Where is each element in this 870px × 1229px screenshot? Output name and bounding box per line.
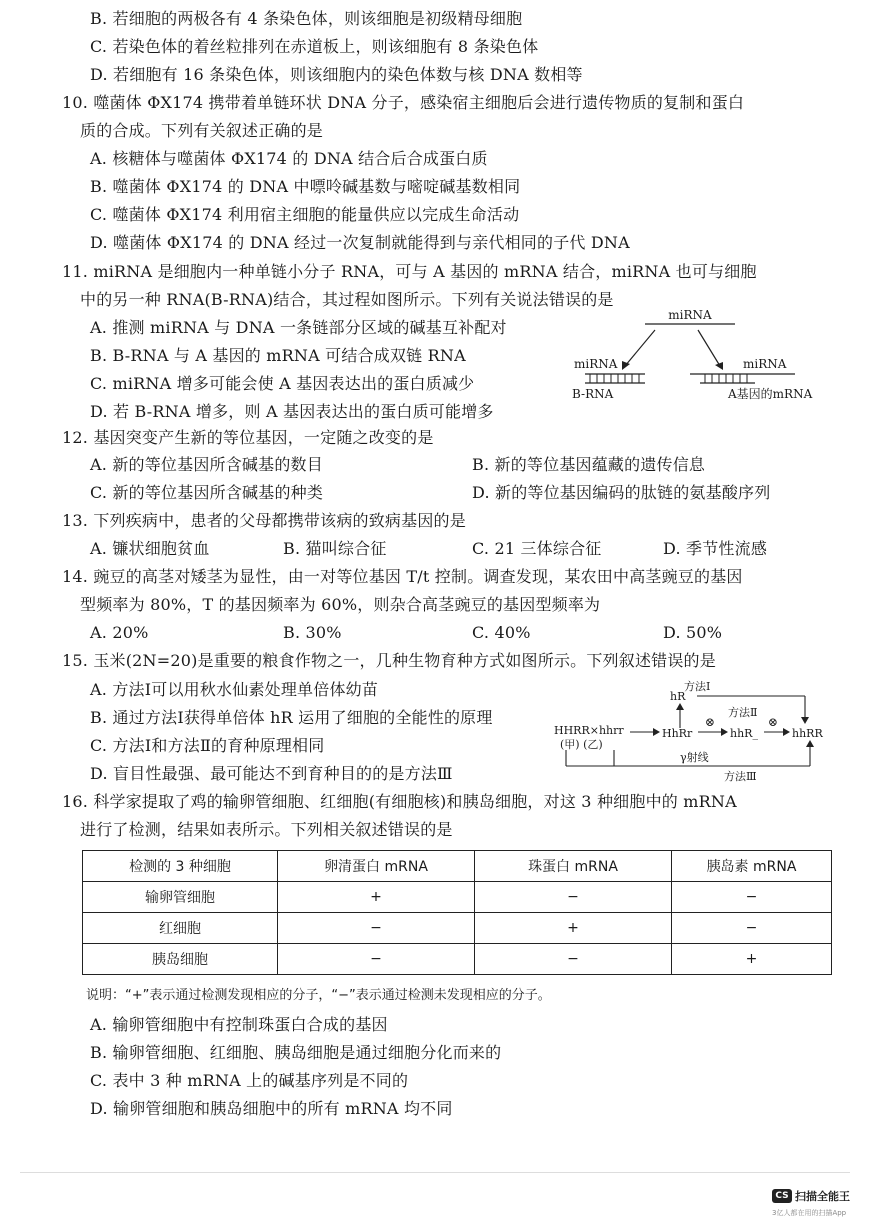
q10-option-a: A. 核糖体与噬菌体 ΦX174 的 DNA 结合后合成蛋白质 — [90, 149, 488, 168]
q15-option-a: A. 方法Ⅰ可以用秋水仙素处理单倍体幼苗 — [90, 680, 379, 699]
table-cell: + — [672, 944, 832, 975]
diagram-mirna-right: miRNA — [743, 357, 787, 371]
footer-divider — [20, 1172, 850, 1173]
q14-option-b: B. 30% — [283, 623, 342, 642]
q12-option-a: A. 新的等位基因所含碱基的数目 — [90, 455, 323, 474]
table-cell: + — [278, 882, 475, 913]
q11-stem-line2: 中的另一种 RNA(B-RNA)结合，其过程如图所示。下列有关说法错误的是 — [80, 290, 614, 309]
q16-option-a: A. 输卵管细胞中有控制珠蛋白合成的基因 — [90, 1015, 388, 1034]
q9-option-b: B. 若细胞的两极各有 4 条染色体，则该细胞是初级精母细胞 — [90, 9, 523, 28]
q11-stem-line1: 11. miRNA 是细胞内一种单链小分子 RNA，可与 A 基因的 mRNA 结合，miRNA 也可与细胞 — [62, 262, 757, 281]
q13-option-a: A. 镰状细胞贫血 — [90, 539, 210, 558]
q12-option-b: B. 新的等位基因蕴藏的遗传信息 — [472, 455, 706, 474]
q11-option-d: D. 若 B-RNA 增多，则 A 基因表达出的蛋白质可能增多 — [90, 402, 494, 421]
diagram-a-gene-mrna: A基因的mRNA — [728, 387, 813, 401]
breeding-methods-diagram — [552, 674, 842, 784]
diagram-mirna-left: miRNA — [574, 357, 618, 371]
q14-stem-line1: 14. 豌豆的高茎对矮茎为显性，由一对等位基因 T/t 控制。调查发现，某农田中高茎豌豆的基因 — [62, 567, 743, 586]
mirna-binding-diagram — [560, 306, 850, 406]
self-cross-1: ⊗ — [705, 715, 716, 729]
camscanner-icon: CS — [772, 1189, 792, 1203]
q9-option-d: D. 若细胞有 16 条染色体，则该细胞内的染色体数与核 DNA 数相等 — [90, 65, 583, 84]
q10-option-b: B. 噬菌体 ΦX174 的 DNA 中嘌呤碱基数与嘧啶碱基数相同 — [90, 177, 521, 196]
table-cell: − — [278, 944, 475, 975]
q11-option-a: A. 推测 miRNA 与 DNA 一条链部分区域的碱基互补配对 — [90, 318, 507, 337]
q14-option-d: D. 50% — [663, 623, 723, 642]
mrna-detection-table — [82, 850, 832, 975]
f1-label: HhRr — [662, 727, 693, 740]
table-row — [83, 944, 832, 975]
q10-stem-line2: 质的合成。下列有关叙述正确的是 — [80, 121, 324, 140]
diagram-b-rna: B-RNA — [572, 387, 614, 401]
table-cell: 输卵管细胞 — [83, 882, 278, 913]
q13-option-d: D. 季节性流感 — [663, 539, 768, 558]
q9-option-c: C. 若染色体的着丝粒排列在赤道板上，则该细胞有 8 条染色体 — [90, 37, 539, 56]
q14-option-a: A. 20% — [90, 623, 149, 642]
q15-option-d: D. 盲目性最强、最可能达不到育种目的的是方法Ⅲ — [90, 764, 453, 783]
table-cell: − — [475, 944, 672, 975]
q10-option-d: D. 噬菌体 ΦX174 的 DNA 经过一次复制就能得到与亲代相同的子代 DNA — [90, 233, 630, 252]
table-cell: − — [672, 882, 832, 913]
table-cell: 红细胞 — [83, 913, 278, 944]
jia-yi-label: (甲) (乙) — [560, 738, 603, 751]
table-row — [83, 882, 832, 913]
brand-tagline: 3亿人都在用的扫描App — [772, 1209, 847, 1217]
q10-stem-line1: 10. 噬菌体 ΦX174 携带着单链环状 DNA 分子，感染宿主细胞后会进行遗传物质的复制和蛋白 — [62, 93, 745, 112]
q14-stem-line2: 型频率为 80%，T 的基因频率为 60%，则杂合高茎豌豆的基因型频率为 — [80, 595, 601, 614]
q16-stem-line1: 16. 科学家提取了鸡的输卵管细胞、红细胞(有细胞核)和胰岛细胞，对这 3 种细胞中的 mRNA — [62, 792, 737, 811]
method3-label: 方法Ⅲ — [724, 770, 757, 783]
q13-option-b: B. 猫叫综合征 — [283, 539, 387, 558]
q15-option-b: B. 通过方法Ⅰ获得单倍体 hR 运用了细胞的全能性的原理 — [90, 708, 493, 727]
method2-label: 方法Ⅱ — [728, 706, 758, 719]
method1-label: 方法Ⅰ — [684, 680, 711, 693]
q11-option-c: C. miRNA 增多可能会使 A 基因表达出的蛋白质减少 — [90, 374, 475, 393]
table-header-cell: 珠蛋白 mRNA — [475, 851, 672, 882]
q11-option-b: B. B-RNA 与 A 基因的 mRNA 可结合成双链 RNA — [90, 346, 466, 365]
q15-stem: 15. 玉米(2N=20)是重要的粮食作物之一，几种生物育种方式如图所示。下列叙述错误的是 — [62, 651, 716, 670]
table-row — [83, 913, 832, 944]
brand-name: 扫描全能王 — [795, 1190, 850, 1203]
q16-stem-line2: 进行了检测，结果如表所示。下列相关叙述错误的是 — [80, 820, 453, 839]
q16-option-d: D. 输卵管细胞和胰岛细胞中的所有 mRNA 均不同 — [90, 1099, 453, 1118]
target-label: hhRR — [792, 727, 823, 740]
table-cell: 胰岛细胞 — [83, 944, 278, 975]
q15-option-c: C. 方法Ⅰ和方法Ⅱ的育种原理相同 — [90, 736, 325, 755]
diagram-mirna-top: miRNA — [668, 308, 712, 322]
q10-option-c: C. 噬菌体 ΦX174 利用宿主细胞的能量供应以完成生命活动 — [90, 205, 520, 224]
scanner-watermark — [772, 1188, 850, 1204]
hhr-label: hhR_ — [730, 727, 758, 740]
q12-option-d: D. 新的等位基因编码的肽链的氨基酸序列 — [472, 483, 771, 502]
hr-label: hR — [670, 690, 686, 703]
q16-option-c: C. 表中 3 种 mRNA 上的碱基序列是不同的 — [90, 1071, 409, 1090]
q13-option-c: C. 21 三体综合征 — [472, 539, 602, 558]
q13-stem: 13. 下列疾病中，患者的父母都携带该病的致病基因的是 — [62, 511, 466, 530]
table-cell: − — [278, 913, 475, 944]
parents-label: HHRR×hhrr — [554, 724, 624, 737]
self-cross-2: ⊗ — [768, 715, 779, 729]
table-cell: − — [672, 913, 832, 944]
table-header-cell: 胰岛素 mRNA — [672, 851, 832, 882]
table-header-cell: 卵清蛋白 mRNA — [278, 851, 475, 882]
table-note: 说明：“+”表示通过检测发现相应的分子，“−”表示通过检测未发现相应的分子。 — [86, 988, 551, 1003]
q12-stem: 12. 基因突变产生新的等位基因，一定随之改变的是 — [62, 428, 434, 447]
table-cell: + — [475, 913, 672, 944]
table-header-cell: 检测的 3 种细胞 — [83, 851, 278, 882]
q12-option-c: C. 新的等位基因所含碱基的种类 — [90, 483, 324, 502]
q16-option-b: B. 输卵管细胞、红细胞、胰岛细胞是通过细胞分化而来的 — [90, 1043, 502, 1062]
q14-option-c: C. 40% — [472, 623, 531, 642]
gamma-ray-label: γ射线 — [680, 751, 709, 764]
table-header-row — [83, 851, 832, 882]
table-cell: − — [475, 882, 672, 913]
